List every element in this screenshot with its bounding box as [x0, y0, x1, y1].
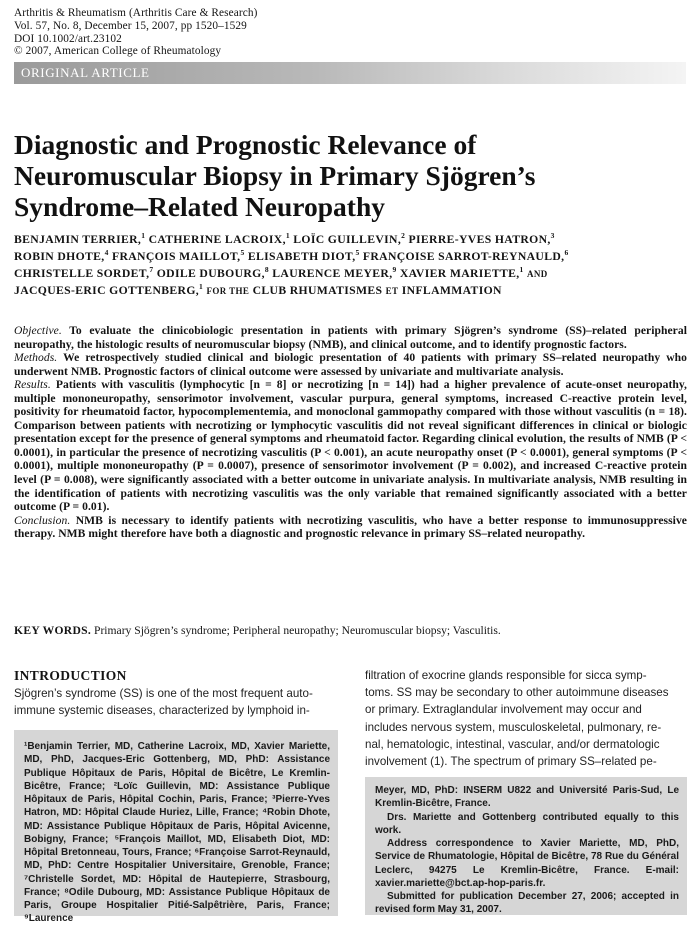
author: CHRISTELLE SORDET, [14, 267, 150, 280]
keywords-label: KEY WORDS. [14, 624, 92, 637]
journal-doi: DOI 10.1002/art.23102 [14, 33, 122, 45]
intro-right-column [365, 667, 687, 770]
author: PIERRE-YVES HATRON, [408, 233, 551, 246]
affiliation-mark: 9 [392, 265, 397, 274]
keywords [14, 624, 694, 638]
affiliation-mark: 6 [564, 248, 569, 257]
group-et: ET [385, 286, 399, 296]
affiliation-mark: 2 [401, 231, 406, 240]
author: LAURENCE MEYER, [272, 267, 393, 280]
journal-volume: Vol. 57, No. 8, December 15, 2007, pp 1520–1529 [14, 20, 247, 32]
affiliations-footnote-box [14, 730, 338, 925]
author: JACQUES-ERIC GOTTENBERG, [14, 284, 200, 297]
abstract-results [14, 378, 687, 513]
article-title-line-2: Neuromuscular Biopsy in Primary Sjögren’s [14, 160, 536, 191]
body-line: involvement (1). The spectrum of primary SS–related pe- [365, 755, 657, 769]
abstract-objective [14, 324, 687, 351]
affiliation-mark: 1 [285, 231, 290, 240]
article-title-line-1: Diagnostic and Prognostic Relevance of [14, 129, 477, 160]
affiliation-mark: 1 [519, 265, 524, 274]
author: FRANÇOIS MAILLOT, [111, 250, 241, 263]
author-and: AND [526, 269, 548, 279]
group-name-2: INFLAMMATION [401, 284, 502, 297]
abstract-conclusion [14, 514, 687, 541]
affiliations-footnote: ¹Benjamin Terrier, MD, Catherine Lacroix, MD, Xavier Mariette, MD, PhD, Jacques-Eric Gottenberg, MD, PhD: Assistance Publique Hôpitaux de Paris, Hôpital de Bicêtre, Le Kremlin-Bicêtre, France; ²Loïc Guillevin, MD: Assistance Publique Hôpitaux de Paris, Hôpital Cochin, Paris, France; ³Pierre-Yves Hatron, MD: Hôpital Claude Huriez, Lille, France; ⁴Robin Dhote, MD: Assistance Publique Hôpitaux de Paris, Hôpital Avicenne, Bobigny, France; ⁵François Maillot, MD, Elisabeth Diot, MD: Hôpital Bretonneau, Tours, France; ⁶Françoise Sarrot-Reynauld, MD, PhD: Centre Hospitalier Universitaire, Grenoble, France; ⁷Christelle Sordet, MD: Hôpital de Hautepierre, Strasbourg, France; ⁸Odile Dubourg, MD: Assistance Publique Hôpitaux de Paris, Groupe Hospitalier Pitié-Salpêtrière, Paris, France; ⁹Laurence [24, 741, 330, 925]
abstract-label: Objective. [14, 324, 62, 337]
section-banner-label: ORIGINAL ARTICLE [21, 65, 150, 80]
journal-copyright: © 2007, American College of Rheumatology [14, 45, 222, 57]
footnote-affiliation-continued: Meyer, MD, PhD: INSERM U822 and Université Paris-Sud, Le Kremlin-Bicêtre, France. [375, 785, 679, 810]
correspondence-footnote [375, 784, 679, 917]
author: BENJAMIN TERRIER, [14, 233, 142, 246]
footnote-submission-dates: Submitted for publication December 27, 2006; accepted in revised form May 31, 2007. [375, 891, 679, 916]
abstract-text: NMB is necessary to identify patients with necrotizing vasculitis, who have a better response to immunosuppressive therapy. NMB might therefore have both a diagnostic and prognostic relevance in primary SS–related neuropathy. [14, 513, 687, 541]
body-line: includes nervous system, musculoskeletal, pulmonary, re- [365, 720, 662, 734]
article-title-line-3: Syndrome–Related Neuropathy [14, 191, 386, 222]
body-line: Sjögren’s syndrome (SS) is one of the most frequent auto- [14, 687, 313, 700]
author: ROBIN DHOTE, [14, 250, 105, 263]
author: FRANÇOISE SARROT-REYNAULD, [362, 250, 565, 263]
author: LOÏC GUILLEVIN, [293, 233, 402, 246]
author-line-3 [14, 265, 548, 283]
correspondence-footnote-box [365, 777, 687, 915]
body-line: toms. SS may be secondary to other autoimmune diseases [365, 686, 669, 700]
affiliation-mark: 3 [550, 231, 555, 240]
section-heading-introduction: INTRODUCTION [14, 668, 127, 683]
body-line: or primary. Extraglandular involvement may occur and [365, 703, 642, 717]
author: XAVIER MARIETTE, [399, 267, 520, 280]
author-line-2 [14, 248, 569, 265]
body-line: immune systemic diseases, characterized by lymphoid in- [14, 704, 310, 718]
keywords-text: Primary Sjögren’s syndrome; Peripheral neuropathy; Neuromuscular biopsy; Vasculitis. [94, 624, 501, 637]
abstract-text: To evaluate the clinicobiologic presentation in patients with primary Sjögren’s syndrome (SS)–related peripheral neuropathy, the histologic results of neuromuscular biopsy (NMB), and clinical outcome, and to identify prognostic factors. [14, 324, 687, 351]
affiliation-mark: 1 [199, 282, 204, 291]
affiliation-mark: 5 [240, 248, 245, 257]
author-line-4 [14, 282, 502, 300]
author: ELISABETH DIOT, [247, 250, 356, 263]
author: ODILE DUBOURG, [156, 267, 265, 280]
affiliation-mark: 1 [141, 231, 146, 240]
body-line: nal, hematologic, intestinal, vascular, and/or dermatologic [365, 737, 660, 751]
abstract-label: Conclusion. [14, 513, 71, 527]
footnote-equal-contribution: Drs. Mariette and Gottenberg contributed equally to this work. [375, 811, 679, 836]
abstract-label: Methods. [14, 351, 58, 365]
affiliation-mark: 7 [149, 265, 154, 274]
body-line: filtration of exocrine glands responsible for sicca symp- [365, 669, 647, 682]
intro-left-column [14, 685, 338, 719]
author-line-1 [14, 231, 555, 248]
author-for-the: FOR THE [206, 286, 250, 296]
abstract-text: Patients with vasculitis (lymphocytic [n = 8] or necrotizing [n = 14]) had a higher prevalence of acute-onset neuropathy, multiple mononeuropathy, sensorimotor involvement, vascular purpura, general symptoms, increased C-reactive protein level, positivity for rheumatoid factor, hypocomplementemia, and monoclonal gammopathy compared with those without vasculitis (n = 18). Comparison between patients with necrotizing or lymphocytic vasculitis did not reveal significant differences in clinical or biologic presentation except for the presence of general symptoms and rheumatoid factor. Regarding clinical evolution, the results of NMB (P < 0.0001), in particular the presence of necrotizing vasculitis (P < 0.001), an acute neuropathy onset (P < 0.0001), general symptoms (P < 0.0001), multiple mononeuropathy (P = 0.0007), presence of sensorimotor involvement (P = 0.002), and increased C-reactive protein level (P = 0.008), were significantly associated with a better outcome in univariate analysis. In multivariate analysis, NMB resulting in the identification of patients with necrotizing vasculitis was the only variable that remained significantly associated with a better outcome (P = 0.01). [14, 378, 688, 514]
group-name: CLUB RHUMATISMES [252, 284, 383, 297]
abstract [14, 324, 687, 541]
abstract-text: We retrospectively studied clinical and biologic presentation of 40 patients with primary SS–related neuropathy who underwent NMB. Prognostic factors of clinical outcome were assessed by univariate and multivariate analysis. [14, 351, 687, 378]
affiliation-mark: 5 [355, 248, 360, 257]
footnote-address: Address correspondence to Xavier Mariette, MD, PhD, Service de Rhumatologie, Hôpital de Bicêtre, 78 Rue du Général Leclerc, 94275 Le Kremlin-Bicêtre, France. E-mail: xavier.mariette@bct.ap-hop-paris.fr. [375, 838, 679, 889]
abstract-methods [14, 351, 687, 378]
affiliation-mark: 4 [104, 248, 109, 257]
affiliation-mark: 8 [264, 265, 269, 274]
author: CATHERINE LACROIX, [148, 233, 286, 246]
journal-name: Arthritis & Rheumatism (Arthritis Care & Research) [14, 7, 258, 19]
section-banner [14, 62, 686, 84]
abstract-label: Results. [14, 378, 51, 392]
